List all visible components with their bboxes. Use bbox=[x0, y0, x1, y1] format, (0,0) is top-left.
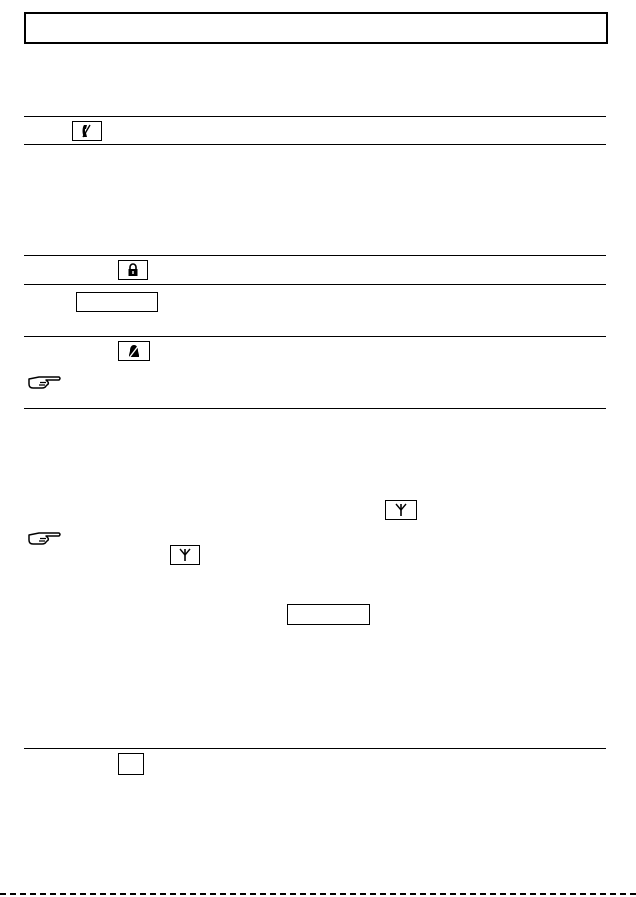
soft-key-button-1 bbox=[76, 292, 158, 312]
page-header-bar bbox=[24, 12, 608, 44]
divider-3 bbox=[24, 255, 606, 256]
page-bottom-edge bbox=[0, 893, 636, 895]
ringer-off-bell-icon bbox=[118, 341, 150, 361]
antenna-icon bbox=[385, 500, 417, 520]
divider-1 bbox=[24, 116, 606, 117]
blank-key-icon bbox=[118, 753, 144, 775]
padlock-icon bbox=[118, 260, 148, 280]
antenna-icon bbox=[170, 545, 200, 565]
muted-handset-icon bbox=[72, 121, 102, 141]
soft-key-button-2 bbox=[287, 604, 370, 625]
pointing-hand-icon bbox=[27, 374, 61, 395]
pointing-hand-icon bbox=[27, 530, 61, 551]
divider-7 bbox=[24, 748, 606, 749]
divider-2 bbox=[24, 144, 606, 145]
divider-6 bbox=[24, 408, 606, 409]
divider-5 bbox=[24, 336, 606, 337]
divider-4 bbox=[24, 284, 606, 285]
